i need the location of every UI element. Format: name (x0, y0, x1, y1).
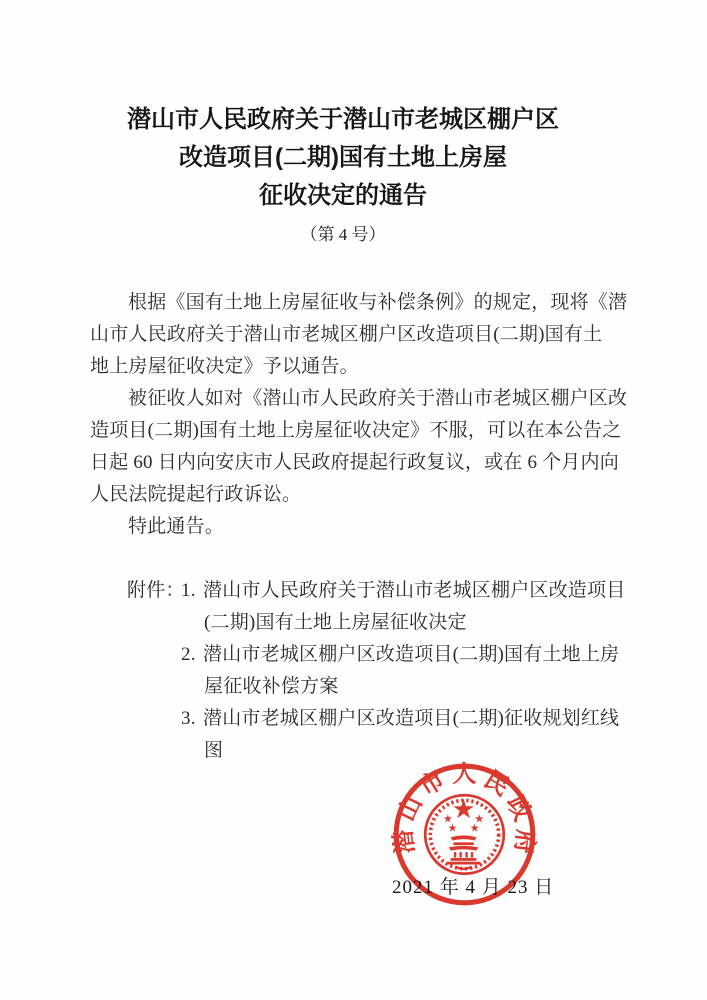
attachment-item-2-line-1 (90, 639, 690, 671)
paragraph-2-line-2: 造项目(二期)国有土地上房屋征收决定》不服，可以在本公告之 (90, 420, 622, 441)
attachment-item-1-line-2: (二期)国有土地上房屋征收决定 (204, 612, 467, 633)
paragraph-1-line-1: 根据《国有土地上房屋征收与补偿条例》的规定，现将《潜 (128, 292, 628, 313)
attachment-2-number: 2. (181, 644, 196, 665)
small-star-icon (475, 814, 483, 822)
paragraph-2-line-4: 人民法院提起行政诉讼。 (90, 484, 302, 505)
small-star-icon (448, 824, 456, 832)
paragraph-2-line-1: 被征收人如对《潜山市人民政府关于潜山市老城区棚户区改 (128, 388, 628, 409)
issue-date: 2021 年 4 月 23 日 (392, 877, 555, 898)
attachments-label: 附件： (127, 580, 185, 601)
attachment-2-text: 潜山市老城区棚户区改造项目(二期)国有土地上房 (203, 644, 620, 665)
official-seal (386, 756, 543, 913)
national-emblem-icon (425, 795, 504, 874)
attachment-3-text: 潜山市老城区棚户区改造项目(二期)征收规划红线 (203, 708, 620, 729)
title-line-1: 潜山市人民政府关于潜山市老城区棚户区 (127, 106, 559, 133)
small-star-icon (470, 824, 478, 832)
paragraph-3: 特此通告。 (128, 516, 225, 537)
paragraph-1-line-3: 地上房屋征收决定》予以通告。 (90, 356, 359, 377)
paragraph-2-line-3: 日起 60 日内向安庆市人民政府提起行政复议，或在 6 个月内向 (90, 452, 619, 473)
paragraph-1-line-2: 山市人民政府关于潜山市老城区棚户区改造项目(二期)国有土 (90, 324, 603, 345)
attachment-item-3-line-1 (90, 703, 690, 735)
attachment-1-number: 1. (181, 580, 196, 601)
notice-title (0, 101, 686, 215)
tiananmen-gate-icon (447, 835, 480, 868)
attachment-item-3-line-2: 图 (204, 740, 224, 761)
doc-number: （第 4 号） (300, 225, 386, 244)
attachment-3-number: 3. (181, 708, 196, 729)
title-line-3: 征收决定的通告 (259, 182, 427, 209)
spacer-line (90, 543, 690, 575)
notice-body (90, 287, 690, 767)
attachment-item-2-line-2: 屋征收补偿方案 (204, 676, 339, 697)
title-line-2: 改造项目(二期)国有土地上房屋 (179, 144, 507, 171)
seal-text: 潜山市人民政府 (389, 760, 540, 856)
small-star-icon (444, 814, 452, 822)
attachment-item-1-line-1 (90, 575, 690, 607)
attachment-1-text: 潜山市人民政府关于潜山市老城区棚户区改造项目 (203, 580, 626, 601)
